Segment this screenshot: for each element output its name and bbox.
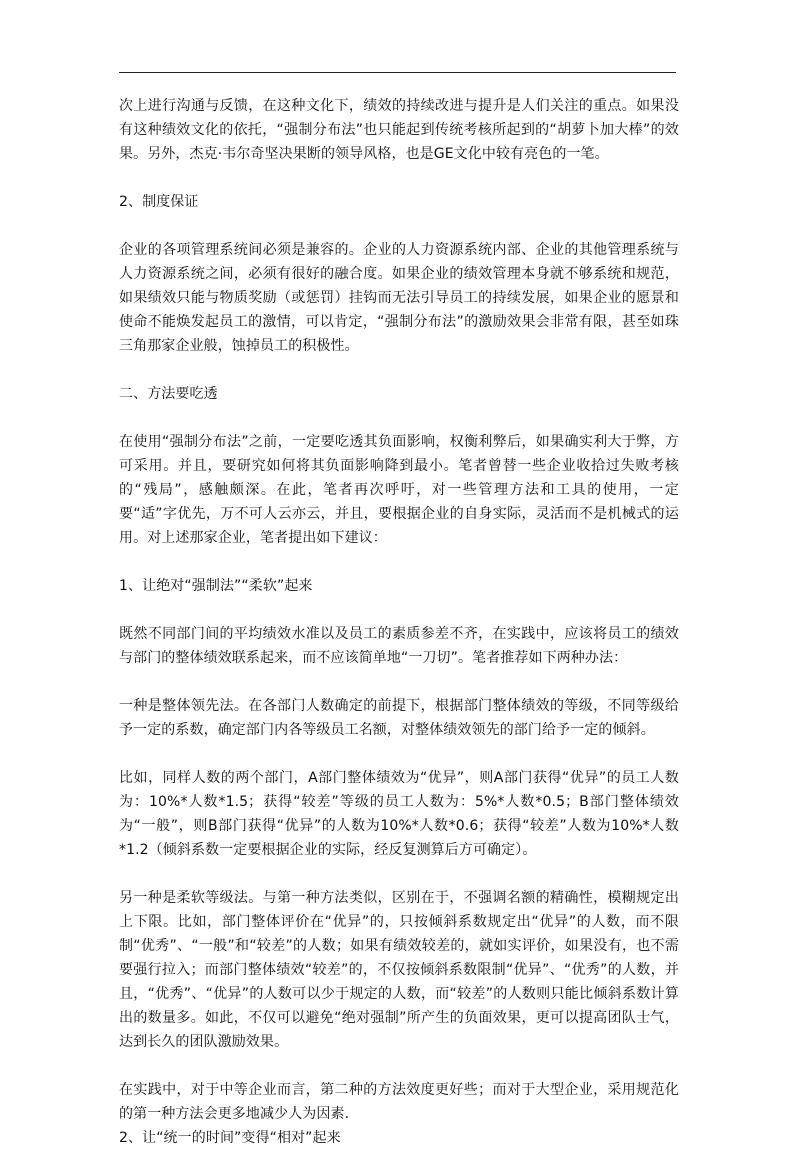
heading-system-guarantee: 2、制度保证 bbox=[119, 194, 199, 210]
heading-relative-time: 2、让“统一的时间”变得“相对”起来 bbox=[119, 1130, 341, 1146]
paragraph-soft-grade-method: 另一种是柔软等级法。与第一种方法类似，区别在于，不强调名额的精确性，模糊规定出上下限。比如，部门整体评价在“优异”的，只按倾斜系数规定出“优异”的人数，而不限制“优秀”、“一般”和“较差”的人数；如果有绩效较差的，就如实评价，如果没有，也不需要强行拉入；而部门整体绩效“较差”的，不仅按倾斜系数限制“优异”、“优秀”的人数，并且，“优秀”、“优异”的人数可以少于规定的人数，而“较差”的人数则只能比倾斜系数计算出的数量多。如此，不仅可以避免“绝对强制”所产生的负面效果，更可以提高团队士气，达到长久的团队激励效果。 bbox=[119, 890, 679, 1050]
paragraph-ge-culture: 次上进行沟通与反馈，在这种文化下，绩效的持续改进与提升是人们关注的重点。如果没有这种绩效文化的依托，“强制分布法”也只能起到传统考核所起到的“胡萝卜加大棒”的效果。另外，杰克·韦尔奇坚决果断的领导风格，也是GE文化中较有亮色的一笔。 bbox=[119, 98, 679, 162]
paragraph-overall-lead-method: 一种是整体领先法。在各部门人数确定的前提下，根据部门整体绩效的等级，不同等级给予一定的系数，确定部门内各等级员工名额，对整体绩效领先的部门给予一定的倾斜。 bbox=[119, 698, 679, 738]
paragraph-department-performance: 既然不同部门间的平均绩效水准以及员工的素质参差不齐，在实践中，应该将员工的绩效与部门的整体绩效联系起来，而不应该简单地“一刀切”。笔者推荐如下两种办法： bbox=[119, 626, 679, 666]
header-rule bbox=[119, 72, 676, 73]
heading-soften-forced: 1、让绝对“强制法”“柔软”起来 bbox=[119, 578, 313, 594]
heading-method: 二、方法要吃透 bbox=[119, 386, 218, 402]
document-body bbox=[119, 94, 679, 1150]
paragraph-example: 比如，同样人数的两个部门，A部门整体绩效为“优异”，则A部门获得“优异”的员工人数为：10%*人数*1.5；获得“较差”等级的员工人数为：5%*人数*0.5；B部门整体绩效为“一般”，则B部门获得“优异”的人数为10%*人数*0.6；获得“较差”人数为10%*人数*1.2（倾斜系数一定要根据企业的实际，经反复测算后方可确定）。 bbox=[119, 770, 679, 858]
paragraph-method-intro: 在使用“强制分布法”之前，一定要吃透其负面影响，权衡利弊后，如果确实利大于弊，方可采用。并且，要研究如何将其负面影响降到最小。笔者曾替一些企业收拾过失败考核的“残局”，感触颇深。在此，笔者再次呼吁，对一些管理方法和工具的使用，一定要“适”字优先，万不可人云亦云，并且，要根据企业的自身实际，灵活而不是机械式的运用。对上述那家企业，笔者提出如下建议： bbox=[119, 434, 679, 546]
paragraph-practice: 在实践中，对于中等企业而言，第二种的方法效度更好些；而对于大型企业，采用规范化的第一种方法会更多地减少人为因素. bbox=[119, 1082, 679, 1122]
paragraph-system-compatibility: 企业的各项管理系统间必须是兼容的。企业的人力资源系统内部、企业的其他管理系统与人力资源系统之间，必须有很好的融合度。如果企业的绩效管理本身就不够系统和规范，如果绩效只能与物质奖励（或惩罚）挂钩而无法引导员工的持续发展，如果企业的愿景和使命不能焕发起员工的激情，可以肯定，“强制分布法”的激励效果会非常有限，甚至如珠三角那家企业般，蚀掉员工的积极性。 bbox=[119, 242, 679, 354]
